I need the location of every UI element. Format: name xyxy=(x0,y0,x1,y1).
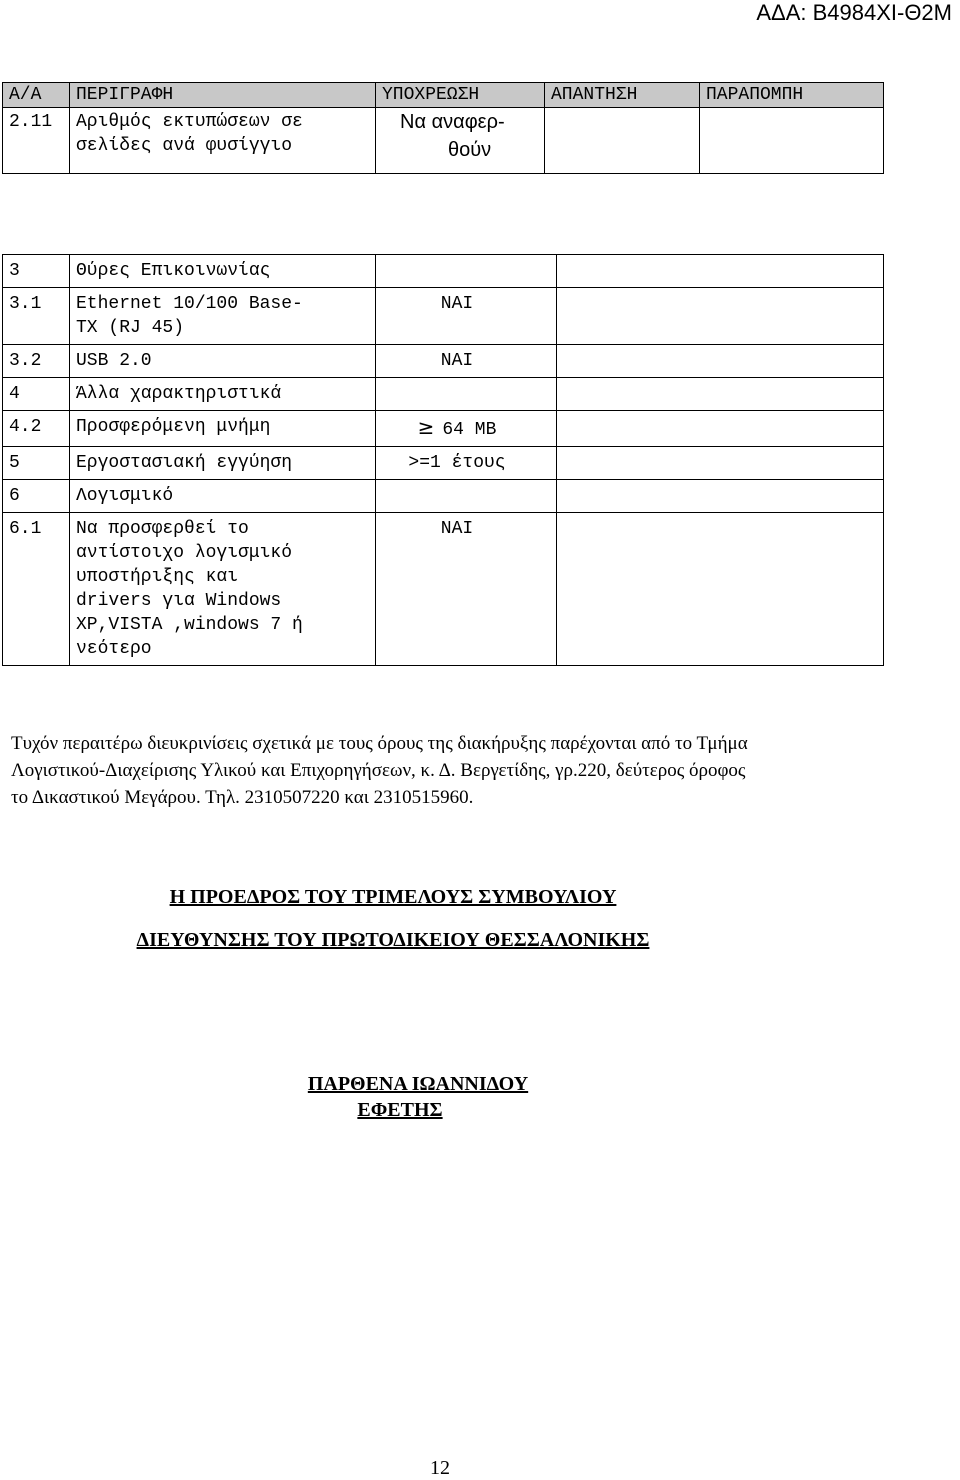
description-line: Άλλα χαρακτηριστικά xyxy=(76,384,282,404)
requirement-value: ΝΑΙ xyxy=(440,351,474,371)
table-row xyxy=(3,288,884,345)
spec-table-bottom xyxy=(2,254,884,666)
row-description xyxy=(70,480,376,513)
row-reference xyxy=(700,108,884,174)
column-header-requirement: ΥΠΟΧΡΕΩΣΗ xyxy=(376,83,545,108)
signatory-role: ΕΦΕΤΗΣ xyxy=(357,1099,443,1121)
row-answer xyxy=(557,480,884,513)
row-description xyxy=(70,513,376,666)
requirement-value: ΝΑΙ xyxy=(440,294,474,314)
column-header-answer: ΑΠΑΝΤΗΣΗ xyxy=(545,83,700,108)
clarification-note xyxy=(11,730,911,811)
description-line: αντίστοιχο λογισμικό xyxy=(76,543,293,563)
row-description xyxy=(70,255,376,288)
row-answer xyxy=(557,378,884,411)
description-line: υποστήριξης και xyxy=(76,567,239,587)
description-line: Λογισμικό xyxy=(76,486,174,506)
description-line: drivers για Windows xyxy=(76,591,282,611)
note-line: Τυχόν περαιτέρω διευκρινίσεις σχετικά με τους όρους της διακήρυξης παρέχονται από το Τμήμα xyxy=(11,733,748,754)
table-row xyxy=(3,513,884,666)
column-header-aa: Α/Α xyxy=(3,83,70,108)
row-requirement xyxy=(376,255,557,288)
row-answer xyxy=(545,108,700,174)
description-line: Αριθμός εκτυπώσεων σε xyxy=(76,112,303,132)
row-description xyxy=(70,108,376,174)
row-aa: 4 xyxy=(3,378,70,411)
table-row xyxy=(3,345,884,378)
spec-table-top xyxy=(2,82,884,174)
table-row xyxy=(3,411,884,447)
row-description xyxy=(70,447,376,480)
column-header-description: ΠΕΡΙΓΡΑΦΗ xyxy=(70,83,376,108)
row-answer xyxy=(557,345,884,378)
description-line: USB 2.0 xyxy=(76,351,152,371)
signatory-name: ΠΑΡΘΕΝΑ ΙΩΑΝΝΙΔΟΥ xyxy=(307,1073,529,1095)
note-line: το Δικαστικού Μεγάρου. Τηλ. 2310507220 και 2310515960. xyxy=(11,787,474,808)
row-requirement xyxy=(376,288,557,345)
table-row xyxy=(3,447,884,480)
page-number: 12 xyxy=(430,1457,450,1479)
row-requirement xyxy=(376,513,557,666)
row-aa: 3.1 xyxy=(3,288,70,345)
signatory-title-line-1: Η ΠΡΟΕΔΡΟΣ ΤΟΥ ΤΡΙΜΕΛΟΥΣ ΣΥΜΒΟΥΛΙΟΥ xyxy=(169,886,617,908)
row-aa: 5 xyxy=(3,447,70,480)
row-answer xyxy=(557,288,884,345)
row-aa: 2.11 xyxy=(3,108,70,174)
row-requirement xyxy=(376,345,557,378)
row-requirement xyxy=(376,378,557,411)
row-answer xyxy=(557,447,884,480)
requirement-value: 64 MB xyxy=(442,420,497,440)
table-row xyxy=(3,255,884,288)
description-line: Θύρες Επικοινωνίας xyxy=(76,261,271,281)
table-row xyxy=(3,378,884,411)
row-answer xyxy=(557,411,884,447)
description-line: Προσφερόμενη μνήμη xyxy=(76,417,271,437)
requirement-line: Να αναφερ- xyxy=(400,111,505,133)
description-line: νεότερο xyxy=(76,639,152,659)
row-aa: 6 xyxy=(3,480,70,513)
requirement-value: ΝΑΙ xyxy=(440,519,474,539)
row-answer xyxy=(557,255,884,288)
description-line: TX (RJ 45) xyxy=(76,318,185,338)
row-description xyxy=(70,378,376,411)
row-requirement xyxy=(376,447,557,480)
description-line: Να προσφερθεί το xyxy=(76,519,249,539)
note-line: Λογιστικού-Διαχείρισης Υλικού και Επιχορηγήσεων, κ. Δ. Βεργετίδης, γρ.220, δεύτερος όροφος xyxy=(11,760,746,781)
row-requirement xyxy=(376,480,557,513)
row-aa: 3.2 xyxy=(3,345,70,378)
row-description xyxy=(70,411,376,447)
signatory-title-line-2: ΔΙΕΥΘΥΝΣΗΣ ΤΟΥ ΠΡΩΤΟΔΙΚΕΙΟΥ ΘΕΣΣΑΛΟΝΙΚΗΣ xyxy=(136,929,650,951)
description-line: Ethernet 10/100 Base- xyxy=(76,294,303,314)
row-description xyxy=(70,288,376,345)
row-description xyxy=(70,345,376,378)
table-header-row xyxy=(3,83,884,108)
column-header-reference: ΠΑΡΑΠΟΜΠΗ xyxy=(700,83,884,108)
requirement-value: >=1 έτους xyxy=(408,453,506,473)
ada-code: ΑΔΑ: Β4984ΧΙ-Θ2Μ xyxy=(756,0,952,25)
table-row xyxy=(3,480,884,513)
table-row xyxy=(3,108,884,174)
row-requirement xyxy=(376,108,545,174)
row-aa: 4.2 xyxy=(3,411,70,447)
row-answer xyxy=(557,513,884,666)
description-line: Εργοστασιακή εγγύηση xyxy=(76,453,293,473)
row-aa: 3 xyxy=(3,255,70,288)
description-line: XP,VISTA ,windows 7 ή xyxy=(76,615,303,635)
description-line: σελίδες ανά φυσίγγιο xyxy=(76,136,293,156)
row-requirement xyxy=(376,411,557,447)
requirement-line: θούν xyxy=(448,139,492,161)
greater-or-equal-icon: ≥ xyxy=(417,415,435,439)
row-aa: 6.1 xyxy=(3,513,70,666)
